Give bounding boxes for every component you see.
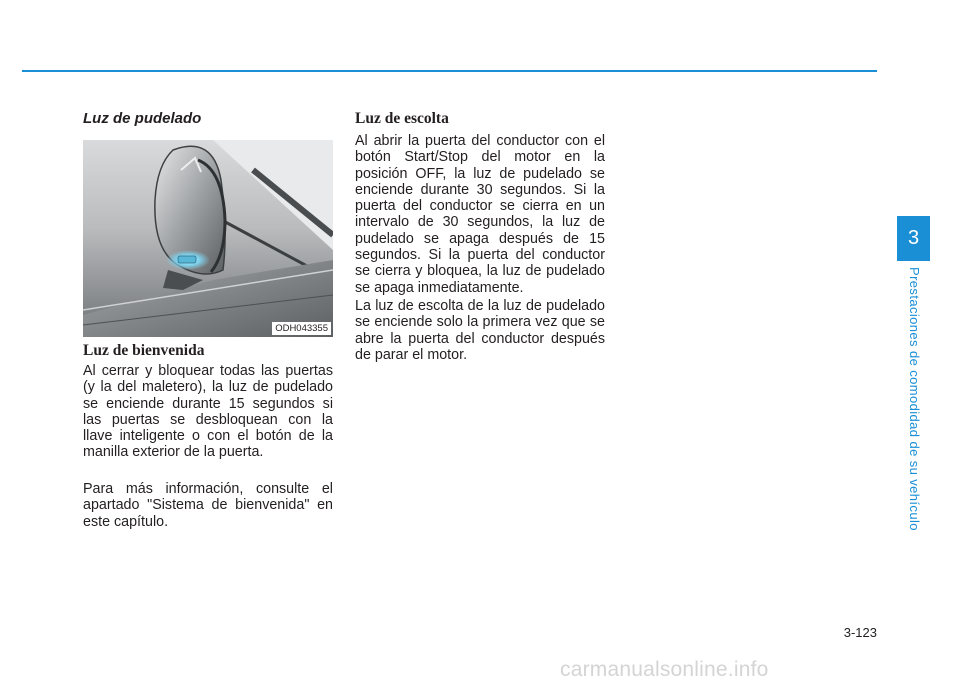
welcome-light-section [83, 342, 333, 360]
escort-paragraph-2: La luz de escolta de la luz de pudelado se enciende solo la primera vez que se abre la puerta del conductor después de parar el motor. [355, 298, 605, 363]
chapter-title-text: Prestaciones de comodidad de su vehículo [907, 267, 922, 531]
welcome-paragraph-2: Para más información, consulte el apartado "Sistema de bienvenida" en este capítulo. [83, 481, 333, 530]
chapter-number-tab: 3 [897, 216, 930, 261]
watermark: carmanualsonline.info [560, 658, 769, 681]
section-title: Luz de pudelado [83, 110, 202, 127]
page-number: 3-123 [843, 625, 877, 640]
mirror-puddle-lamp-illustration [83, 140, 333, 337]
subsection-title-welcome: Luz de bienvenida [83, 342, 205, 359]
header-rule [22, 70, 877, 72]
figure-caption: ODH043355 [272, 322, 331, 335]
welcome-paragraph-1: Al cerrar y bloquear todas las puertas (y la del maletero), la luz de pudelado se enciende durante 15 segundos si las puertas se desbloquean con la llave inteligente o con el botón de la manilla exterior de la puerta. [83, 363, 333, 461]
escort-light-section [355, 110, 605, 128]
mirror-illustration-graphic [83, 140, 333, 337]
escort-paragraph-1: Al abrir la puerta del conductor con el botón Start/Stop del motor en la posición OFF, la luz de pudelado se enciende durante 30 segundos. Si la puerta del conductor se cierra en un intervalo de 30 segundos, la luz de pudelado se apaga después de 15 segundos. Si la puerta del conductor se cierra y bloquea, la luz de pudelado se apaga inmediatamente. [355, 133, 605, 296]
subsection-title-escort: Luz de escolta [355, 110, 449, 127]
